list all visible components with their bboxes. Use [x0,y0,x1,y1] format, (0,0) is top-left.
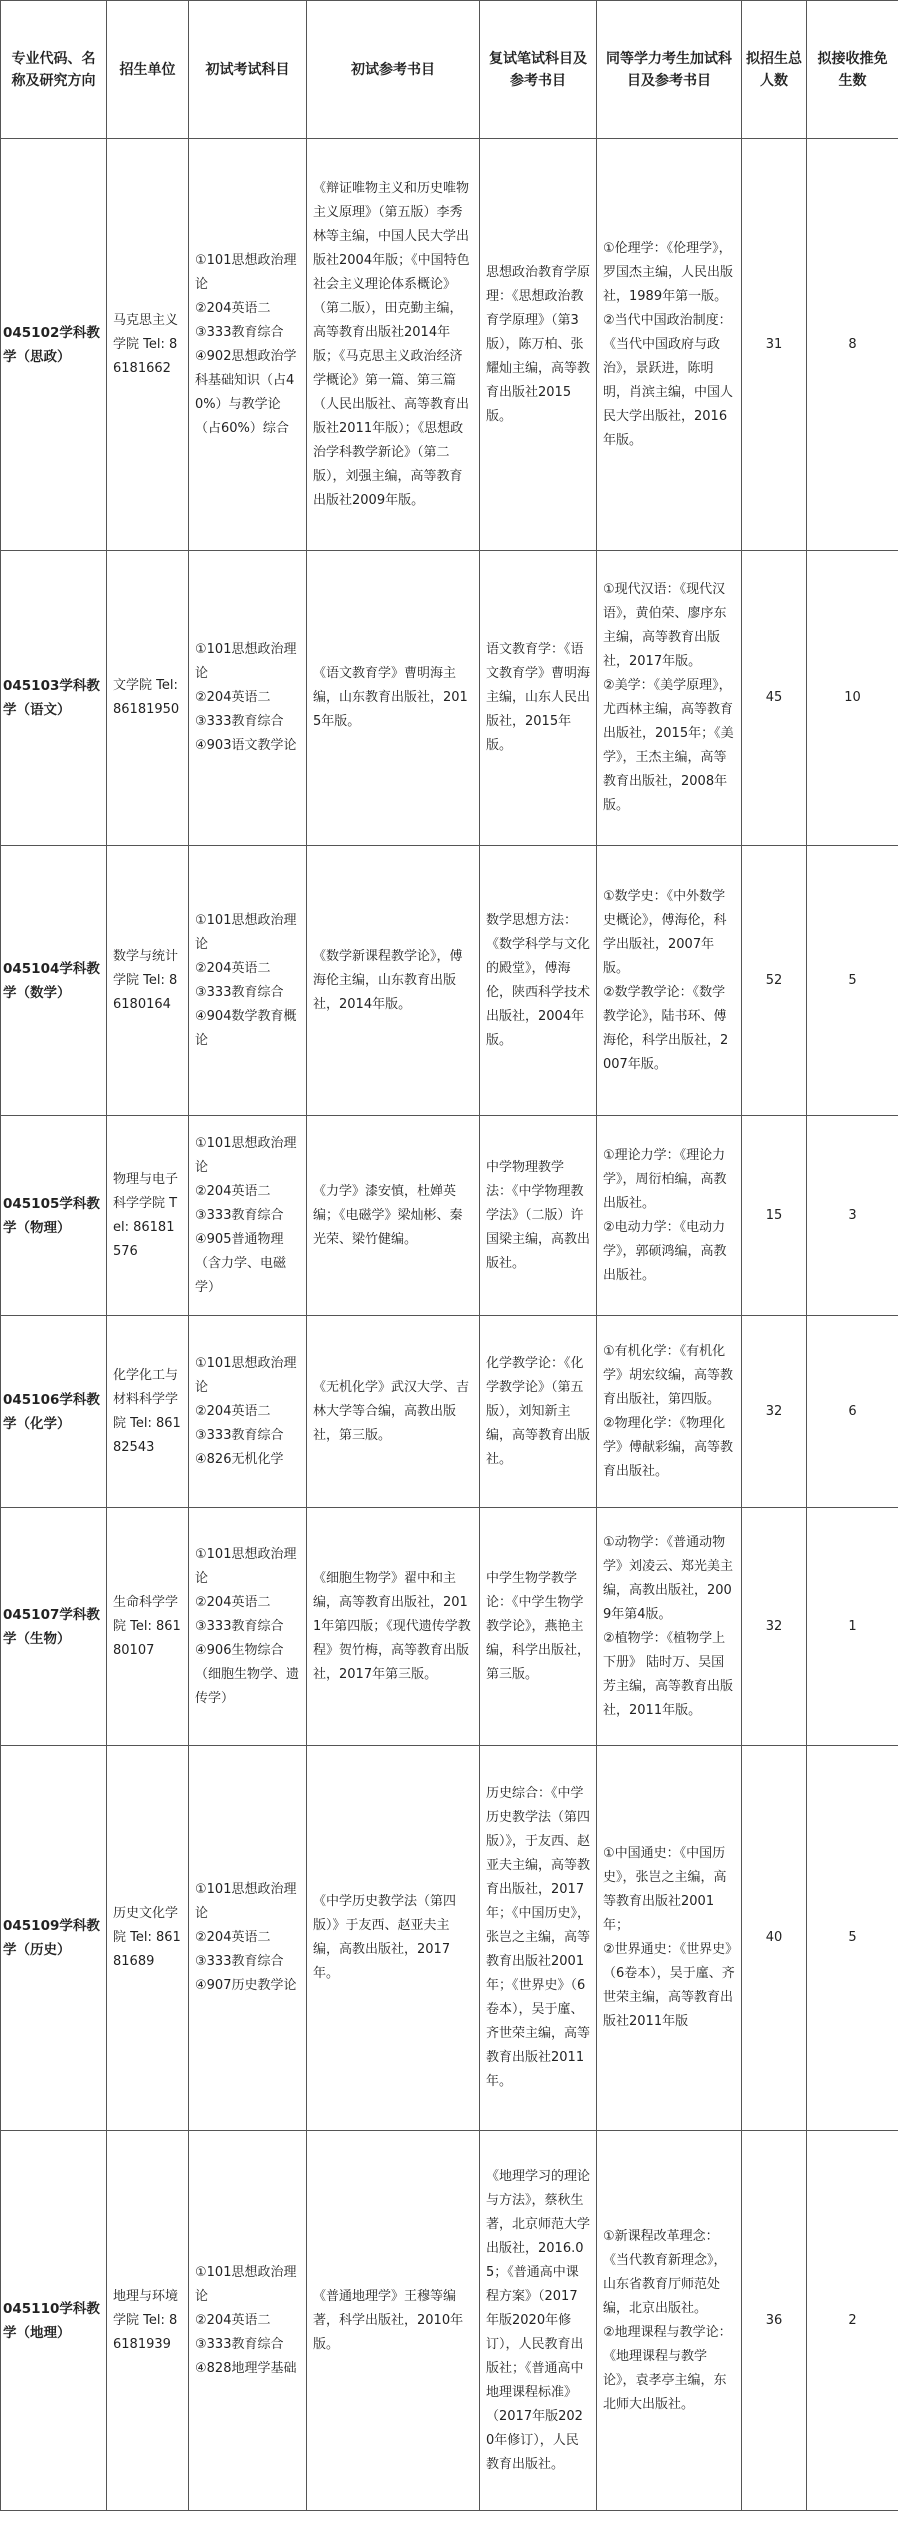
total-count: 45 [742,551,807,846]
program-code: 045109学科教学（历史） [1,1746,107,2131]
program-code: 045103学科教学（语文） [1,551,107,846]
exempt-count: 10 [807,551,898,846]
program-code: 045107学科教学（生物） [1,1508,107,1746]
table-row [1,1116,898,1316]
extra-subject: ②物理化学：《物理化学》傅献彩编，高等教育出版社。 [603,1415,734,1479]
retest-subject: 《地理学习的理论与方法》，蔡秋生著，北京师范大学出版社，2016.05；《普通高中课程方案》（2017年版2020年修订），人民教育出版社；《普通高中地理课程标准》（2017年版2020年修订），人民教育出版社。 [480,2131,597,2511]
extra-subject: ①新课程改革理念：《当代教育新理念》，山东省教育厅师范处编，北京出版社。 [603,2228,727,2316]
exam-subject: ④904数学教育概论 [195,1008,297,1048]
program-code: 045110学科教学（地理） [1,2131,107,2511]
header-ref: 初试参考书目 [307,1,480,139]
exam-subject: ④906生物综合（细胞生物学、遗传学） [195,1642,300,1706]
extra-subject: ①伦理学：《伦理学》，罗国杰主编，人民出版社，1989年第一版。 [603,240,734,304]
extra-subjects [597,139,742,551]
header-unit: 招生单位 [107,1,189,139]
exempt-count: 1 [807,1508,898,1746]
exam-subject: ①101思想政治理论 [195,642,297,681]
exam-subject: ④907历史教学论 [195,1978,297,1993]
header-row [1,1,898,139]
extra-subject: ②美学：《美学原理》，尤西林主编，高等教育出版社，2015年；《美学》，王杰主编，高等教育出版社，2008年版。 [603,678,734,813]
table-row [1,1746,898,2131]
reference-books: 《普通地理学》王穆等编著，科学出版社，2010年版。 [307,2131,480,2511]
table-row [1,1508,898,1746]
exam-subjects [189,1316,307,1508]
retest-subject: 思想政治教育学原理：《思想政治教育学原理》（第3版），陈万柏、张耀灿主编，高等教育出版社2015版。 [480,139,597,551]
retest-subject: 中学物理教学法：《中学物理教学法》（二版）许国梁主编，高教出版社。 [480,1116,597,1316]
extra-subject: ①数学史：《中外数学史概论》，傅海伦，科学出版社，2007年版。 [603,888,727,976]
header-exempt: 拟接收推免生数 [807,1,898,139]
exam-subject: ①101思想政治理论 [195,912,297,952]
header-extra: 同等学力考生加试科目及参考书目 [597,1,742,139]
unit-cell: 历史文化学院 Tel: 86181689 [107,1746,189,2131]
exempt-count: 5 [807,1746,898,2131]
reference-books: 《无机化学》武汉大学、吉林大学等合编，高教出版社，第三版。 [307,1316,480,1508]
total-count: 52 [742,846,807,1116]
extra-subject: ②地理课程与教学论：《地理课程与教学论》，袁孝亭主编，东北师大出版社。 [603,2324,732,2412]
header-code: 专业代码、名称及研究方向 [1,1,107,139]
extra-subjects [597,846,742,1116]
extra-subjects [597,1316,742,1508]
exam-subject: ②204英语二 [195,300,271,316]
exam-subject: ③333教育综合 [195,984,284,1000]
total-count: 36 [742,2131,807,2511]
exam-subject: ①101思想政治理论 [195,252,297,292]
exam-subject: ④902思想政治学科基础知识（占40%）与教学论（占60%）综合 [195,348,297,436]
exam-subject: ①101思想政治理论 [195,1135,297,1175]
exam-subject: ①101思想政治理论 [195,1355,297,1395]
exam-subject: ②204英语二 [195,1183,271,1199]
unit-cell: 文学院 Tel: 86181950 [107,551,189,846]
exam-subject: ③333教育综合 [195,324,284,340]
exam-subjects [189,1116,307,1316]
total-count: 15 [742,1116,807,1316]
exam-subjects [189,846,307,1116]
extra-subject: ②数学教学论：《数学教学论》，陆书环、傅海伦，科学出版社，2007年版。 [603,984,729,1072]
program-code: 045102学科教学（思政） [1,139,107,551]
extra-subject: ①理论力学：《理论力学》，周衍柏编，高教出版社。 [603,1147,727,1211]
unit-cell: 马克思主义学院 Tel: 86181662 [107,139,189,551]
exam-subjects [189,2131,307,2511]
extra-subjects [597,1746,742,2131]
exam-subjects [189,551,307,846]
unit-cell: 物理与电子科学学院 Tel: 86181576 [107,1116,189,1316]
extra-subjects [597,1116,742,1316]
exempt-count: 6 [807,1316,898,1508]
exam-subject: ④903语文教学论 [195,738,297,753]
exam-subjects [189,1746,307,2131]
unit-cell: 生命科学学院 Tel: 86180107 [107,1508,189,1746]
extra-subject: ②世界通史：《世界史》（6卷本），吴于廑、齐世荣主编，高等教育出版社2011年版 [603,1942,735,2029]
exam-subject: ②204英语二 [195,1594,271,1610]
extra-subject: ①中国通史：《中国历史》，张岂之主编，高等教育出版社2001年； [603,1846,727,1933]
exam-subject: ①101思想政治理论 [195,1882,297,1921]
exam-subject: ②204英语二 [195,1403,271,1419]
exam-subject: ③333教育综合 [195,1427,284,1443]
reference-books: 《语文教育学》曹明海主编，山东教育出版社，2015年版。 [307,551,480,846]
exam-subject: ④826无机化学 [195,1451,284,1467]
retest-subject: 历史综合：《中学历史教学法（第四版）》，于友西、赵亚夫主编，高等教育出版社，2017年；《中国历史》，张岂之主编，高等教育出版社2001年；《世界史》（6卷本），吴于廑、齐世荣主编，高等教育出版社2011年。 [480,1746,597,2131]
extra-subject: ②当代中国政治制度：《当代中国政府与政治》，景跃进，陈明明，肖滨主编，中国人民大学出版社，2016年版。 [603,312,734,448]
extra-subject: ①有机化学：《有机化学》胡宏纹编，高等教育出版社，第四版。 [603,1343,734,1407]
extra-subjects [597,2131,742,2511]
exam-subjects [189,139,307,551]
reference-books: 《细胞生物学》翟中和主编，高等教育出版社，2011年第四版；《现代遗传学教程》贺竹梅，高等教育出版社，2017年第三版。 [307,1508,480,1746]
exam-subject: ②204英语二 [195,960,271,976]
unit-cell: 数学与统计学院 Tel: 86180164 [107,846,189,1116]
unit-cell: 地理与环境学院 Tel: 86181939 [107,2131,189,2511]
unit-cell: 化学化工与材料科学学院 Tel: 86182543 [107,1316,189,1508]
exam-subject: ③333教育综合 [195,1207,284,1223]
extra-subject: ①动物学：《普通动物学》刘凌云、郑光美主编，高教出版社，2009年第4版。 [603,1534,734,1622]
total-count: 32 [742,1508,807,1746]
retest-subject: 化学教学论：《化学教学论》（第五版），刘知新主编，高等教育出版社。 [480,1316,597,1508]
total-count: 32 [742,1316,807,1508]
exam-subject: ②204英语二 [195,2312,271,2328]
exam-subject: ③333教育综合 [195,1954,284,1969]
table-row [1,2131,898,2511]
program-code: 045104学科教学（数学） [1,846,107,1116]
table-row [1,139,898,551]
table-row [1,846,898,1116]
reference-books: 《数学新课程教学论》，傅海伦主编，山东教育出版社，2014年版。 [307,846,480,1116]
exam-subject: ②204英语二 [195,690,271,705]
header-retest: 复试笔试科目及参考书目 [480,1,597,139]
exam-subject: ①101思想政治理论 [195,1546,297,1586]
exempt-count: 8 [807,139,898,551]
exam-subject: ④828地理学基础 [195,2360,297,2376]
exempt-count: 5 [807,846,898,1116]
program-code: 045106学科教学（化学） [1,1316,107,1508]
extra-subject: ②植物学：《植物学上下册》 陆时万、吴国芳主编，高等教育出版社，2011年版。 [603,1630,734,1718]
exempt-count: 3 [807,1116,898,1316]
reference-books: 《中学历史教学法（第四版）》于友西、赵亚夫主编，高教出版社，2017年。 [307,1746,480,2131]
extra-subject: ②电动力学：《电动力学》，郭硕鸿编，高教出版社。 [603,1219,727,1283]
table-row [1,551,898,846]
total-count: 40 [742,1746,807,2131]
exam-subject: ③333教育综合 [195,2336,284,2352]
reference-books: 《辩证唯物主义和历史唯物主义原理》（第五版）李秀林等主编，中国人民大学出版社2004年版；《中国特色社会主义理论体系概论》（第二版），田克勤主编，高等教育出版社2014年版；《马克思主义政治经济学概论》第一篇、第三篇（人民出版社、高等教育出版社2011年版）；《思想政治学科教学新论》（第二版），刘强主编，高等教育出版社2009年版。 [307,139,480,551]
retest-subject: 中学生物学教学论：《中学生物学教学论》，燕艳主编，科学出版社，第三版。 [480,1508,597,1746]
extra-subject: ①现代汉语：《现代汉语》，黄伯荣、廖序东主编，高等教育出版社，2017年版。 [603,582,727,669]
exam-subject: ③333教育综合 [195,714,284,729]
extra-subjects [597,1508,742,1746]
program-code: 045105学科教学（物理） [1,1116,107,1316]
extra-subjects [597,551,742,846]
header-total: 拟招生总人数 [742,1,807,139]
table-row [1,1316,898,1508]
exam-subject: ④905普通物理（含力学、电磁学） [195,1231,287,1295]
exam-subject: ①101思想政治理论 [195,2264,297,2304]
exempt-count: 2 [807,2131,898,2511]
header-exam: 初试考试科目 [189,1,307,139]
total-count: 31 [742,139,807,551]
retest-subject: 语文教育学：《语文教育学》曹明海主编，山东人民出版社，2015年版。 [480,551,597,846]
exam-subject: ②204英语二 [195,1930,271,1945]
exam-subject: ③333教育综合 [195,1618,284,1634]
retest-subject: 数学思想方法：《数学科学与文化的殿堂》，傅海伦，陕西科学技术出版社，2004年版。 [480,846,597,1116]
reference-books: 《力学》漆安慎，杜婵英编；《电磁学》梁灿彬、秦光荣、梁竹健编。 [307,1116,480,1316]
exam-subjects [189,1508,307,1746]
